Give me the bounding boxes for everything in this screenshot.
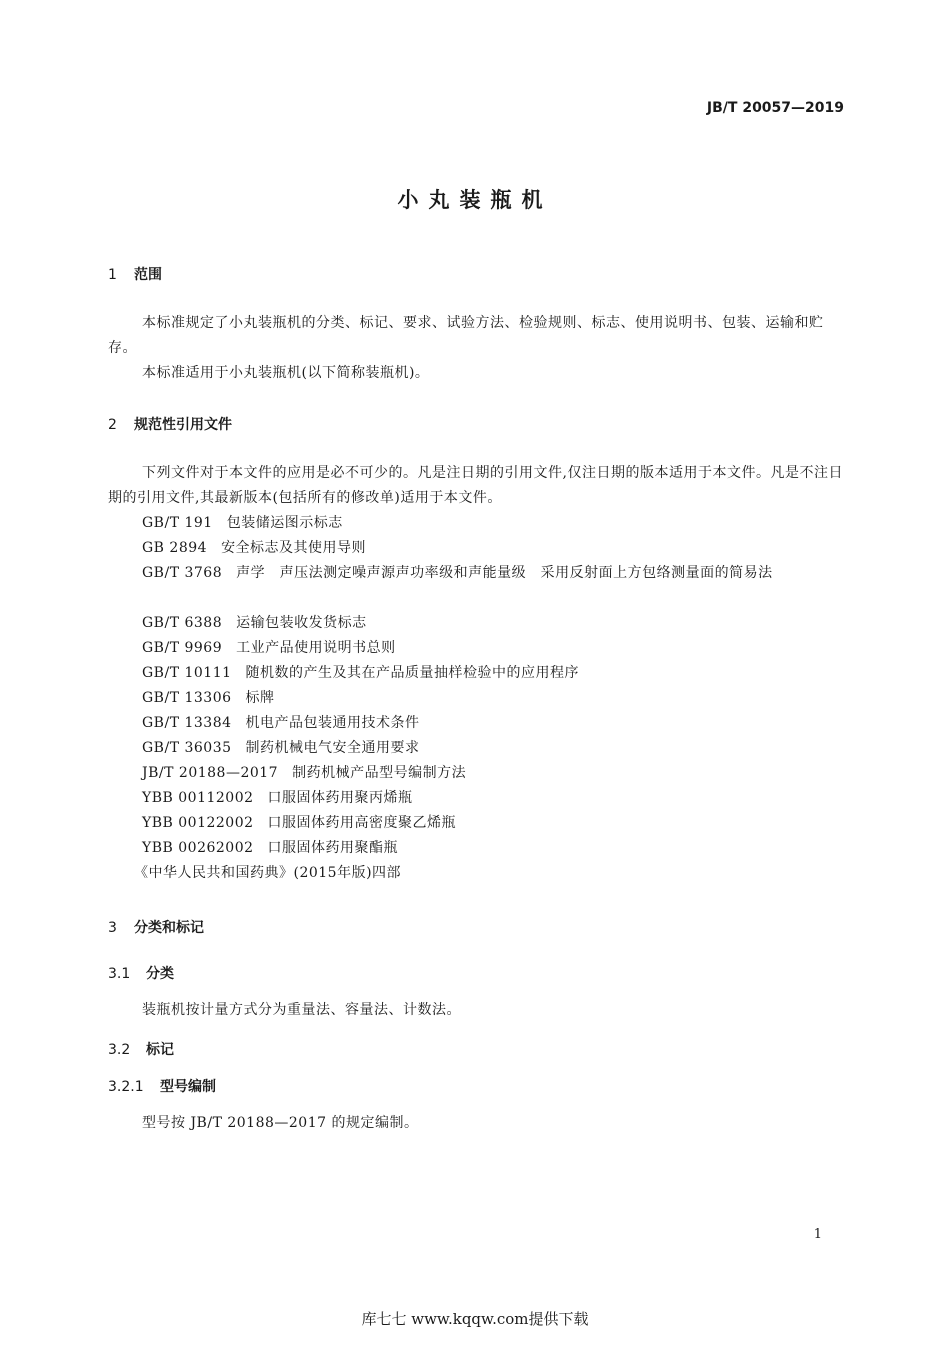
section-number: 2 [108, 417, 117, 433]
section-title: 规范性引用文件 [134, 417, 232, 433]
reference-title: 标牌 [245, 690, 275, 706]
reference-code: GB/T 9969 [142, 640, 223, 656]
scope-paragraph-1: 本标准规定了小丸装瓶机的分类、标记、要求、试验方法、检验规则、标志、使用说明书、包装、运输和贮存。 [108, 315, 824, 356]
download-footer: 库七七 www.kqqw.com提供下载 [361, 1310, 589, 1328]
section-number: 3.1 [108, 966, 131, 982]
section-3-heading [108, 917, 204, 937]
reference-title: 口服固体药用高密度聚乙烯瓶 [267, 815, 457, 831]
reference-title: 机电产品包装通用技术条件 [245, 715, 420, 731]
reference-title: 随机数的产生及其在产品质量抽样检验中的应用程序 [245, 665, 580, 681]
reference-item [142, 661, 579, 686]
reference-item [142, 836, 398, 861]
reference-title: 制药机械产品型号编制方法 [292, 765, 467, 781]
references-intro: 下列文件对于本文件的应用是必不可少的。凡是注日期的引用文件,仅注日期的版本适用于本文件。凡是不注日期的引用文件,其最新版本(包括所有的修改单)适用于本文件。 [108, 465, 843, 506]
standard-code: JB/T 20057—2019 [706, 100, 844, 116]
reference-code: YBB 00112002 [142, 790, 254, 806]
reference-code: GB/T 13384 [142, 715, 232, 731]
reference-item [142, 761, 466, 786]
reference-code: JB/T 20188—2017 [142, 765, 279, 781]
section-title: 分类 [146, 966, 174, 982]
section-title: 范围 [134, 267, 162, 283]
reference-code: YBB 00122002 [142, 815, 254, 831]
reference-title: 工业产品使用说明书总则 [236, 640, 396, 656]
reference-item [142, 536, 366, 561]
reference-code: GB/T 36035 [142, 740, 232, 756]
scope-paragraph-2: 本标准适用于小丸装瓶机(以下简称装瓶机)。 [142, 365, 430, 381]
section-2-heading [108, 414, 232, 434]
section-1-heading [108, 264, 162, 284]
reference-item [142, 686, 275, 711]
reference-item [142, 511, 343, 536]
classification-text: 装瓶机按计量方式分为重量法、容量法、计数法。 [142, 1002, 461, 1018]
reference-code: GB/T 6388 [142, 615, 223, 631]
section-3-2-heading [108, 1039, 174, 1059]
reference-item [142, 611, 367, 636]
reference-item [134, 861, 401, 886]
section-number: 1 [108, 267, 117, 283]
document-title: 小丸装瓶机 [397, 188, 553, 212]
section-3-2-1-heading [108, 1076, 216, 1096]
reference-item [142, 711, 420, 736]
reference-title: 《中华人民共和国药典》(2015年版)四部 [134, 865, 402, 881]
reference-code: GB/T 3768 [142, 565, 223, 581]
reference-title: 口服固体药用聚丙烯瓶 [267, 790, 413, 806]
section-3-1-heading [108, 963, 174, 983]
reference-item [142, 636, 396, 661]
reference-item [142, 811, 456, 836]
page-number: 1 [813, 1227, 822, 1242]
reference-title: 口服固体药用聚酯瓶 [267, 840, 399, 856]
reference-item [142, 786, 413, 811]
reference-code: GB/T 191 [142, 515, 213, 531]
reference-title: 制药机械电气安全通用要求 [245, 740, 420, 756]
reference-code: GB/T 13306 [142, 690, 232, 706]
section-number: 3.2 [108, 1042, 131, 1058]
reference-item [108, 561, 844, 586]
reference-code: YBB 00262002 [142, 840, 254, 856]
reference-title: 运输包装收发货标志 [236, 615, 367, 631]
reference-code: GB 2894 [142, 540, 208, 556]
model-numbering-text: 型号按 JB/T 20188—2017 的规定编制。 [142, 1115, 419, 1131]
reference-item [142, 736, 420, 761]
section-number: 3.2.1 [108, 1079, 144, 1095]
reference-title: 声学 声压法测定噪声源声功率级和声能量级 采用反射面上方包络测量面的简易法 [236, 565, 773, 581]
reference-title: 包装储运图示标志 [226, 515, 343, 531]
section-title: 型号编制 [160, 1079, 216, 1095]
section-title: 标记 [146, 1042, 174, 1058]
reference-title: 安全标志及其使用导则 [221, 540, 367, 556]
reference-code: GB/T 10111 [142, 665, 232, 681]
section-number: 3 [108, 920, 117, 936]
section-title: 分类和标记 [134, 920, 204, 936]
